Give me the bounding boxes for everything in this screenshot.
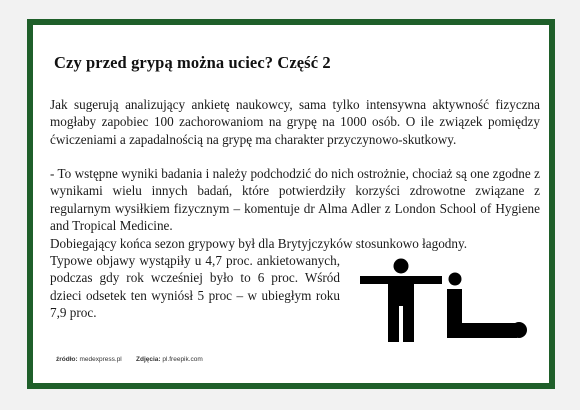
photo-credit xyxy=(136,356,203,363)
article-title: Czy przed grypą można uciec? Część 2 xyxy=(54,53,331,72)
person-standing-arms-out-icon xyxy=(360,258,442,342)
source-credit xyxy=(56,356,122,363)
paragraph-quote: - To wstępne wyniki badania i należy podchodzić do nich ostrożnie, chociaż są one zgodne z wynikami wielu innych badań, które potwierdziły korzyści zdrowotne związane z regularnym wysiłkiem fizycznym – komentuje dr Alma Adler z London School of Hygiene and Tropical Medicine. xyxy=(50,166,540,233)
source-value: medexpress.pl xyxy=(79,356,122,363)
paragraph-statistics: Typowe objawy wystąpiły u 4,7 proc. ankietowanych, podczas gdy rok wcześniej było to 6 proc. Wśród dzieci odsetek ten wyniósł 5 proc – w ubiegłym roku 7,9 proc. xyxy=(50,253,340,320)
article-card xyxy=(27,19,555,389)
paragraph-season: Dobiegający końca sezon grypowy był dla Brytyjczyków stosunkowo łagodny. xyxy=(50,236,468,251)
paragraph-intro: Jak sugerują analizujący ankietę naukowcy, sama tylko intensywna aktywność fizyczna mogłaby zapobiec 100 zachorowaniom na grypę na 1000 osób. O ile związek pomiędzy ćwiczeniami a zapadalnością na grypę ma charakter przyczynowo-skutkowy. xyxy=(50,97,540,147)
source-label: źródło: xyxy=(56,356,78,363)
person-sitting-icon xyxy=(445,272,531,338)
photo-value: pl.freepik.com xyxy=(162,356,203,363)
photo-label: Zdjęcia: xyxy=(136,356,161,363)
